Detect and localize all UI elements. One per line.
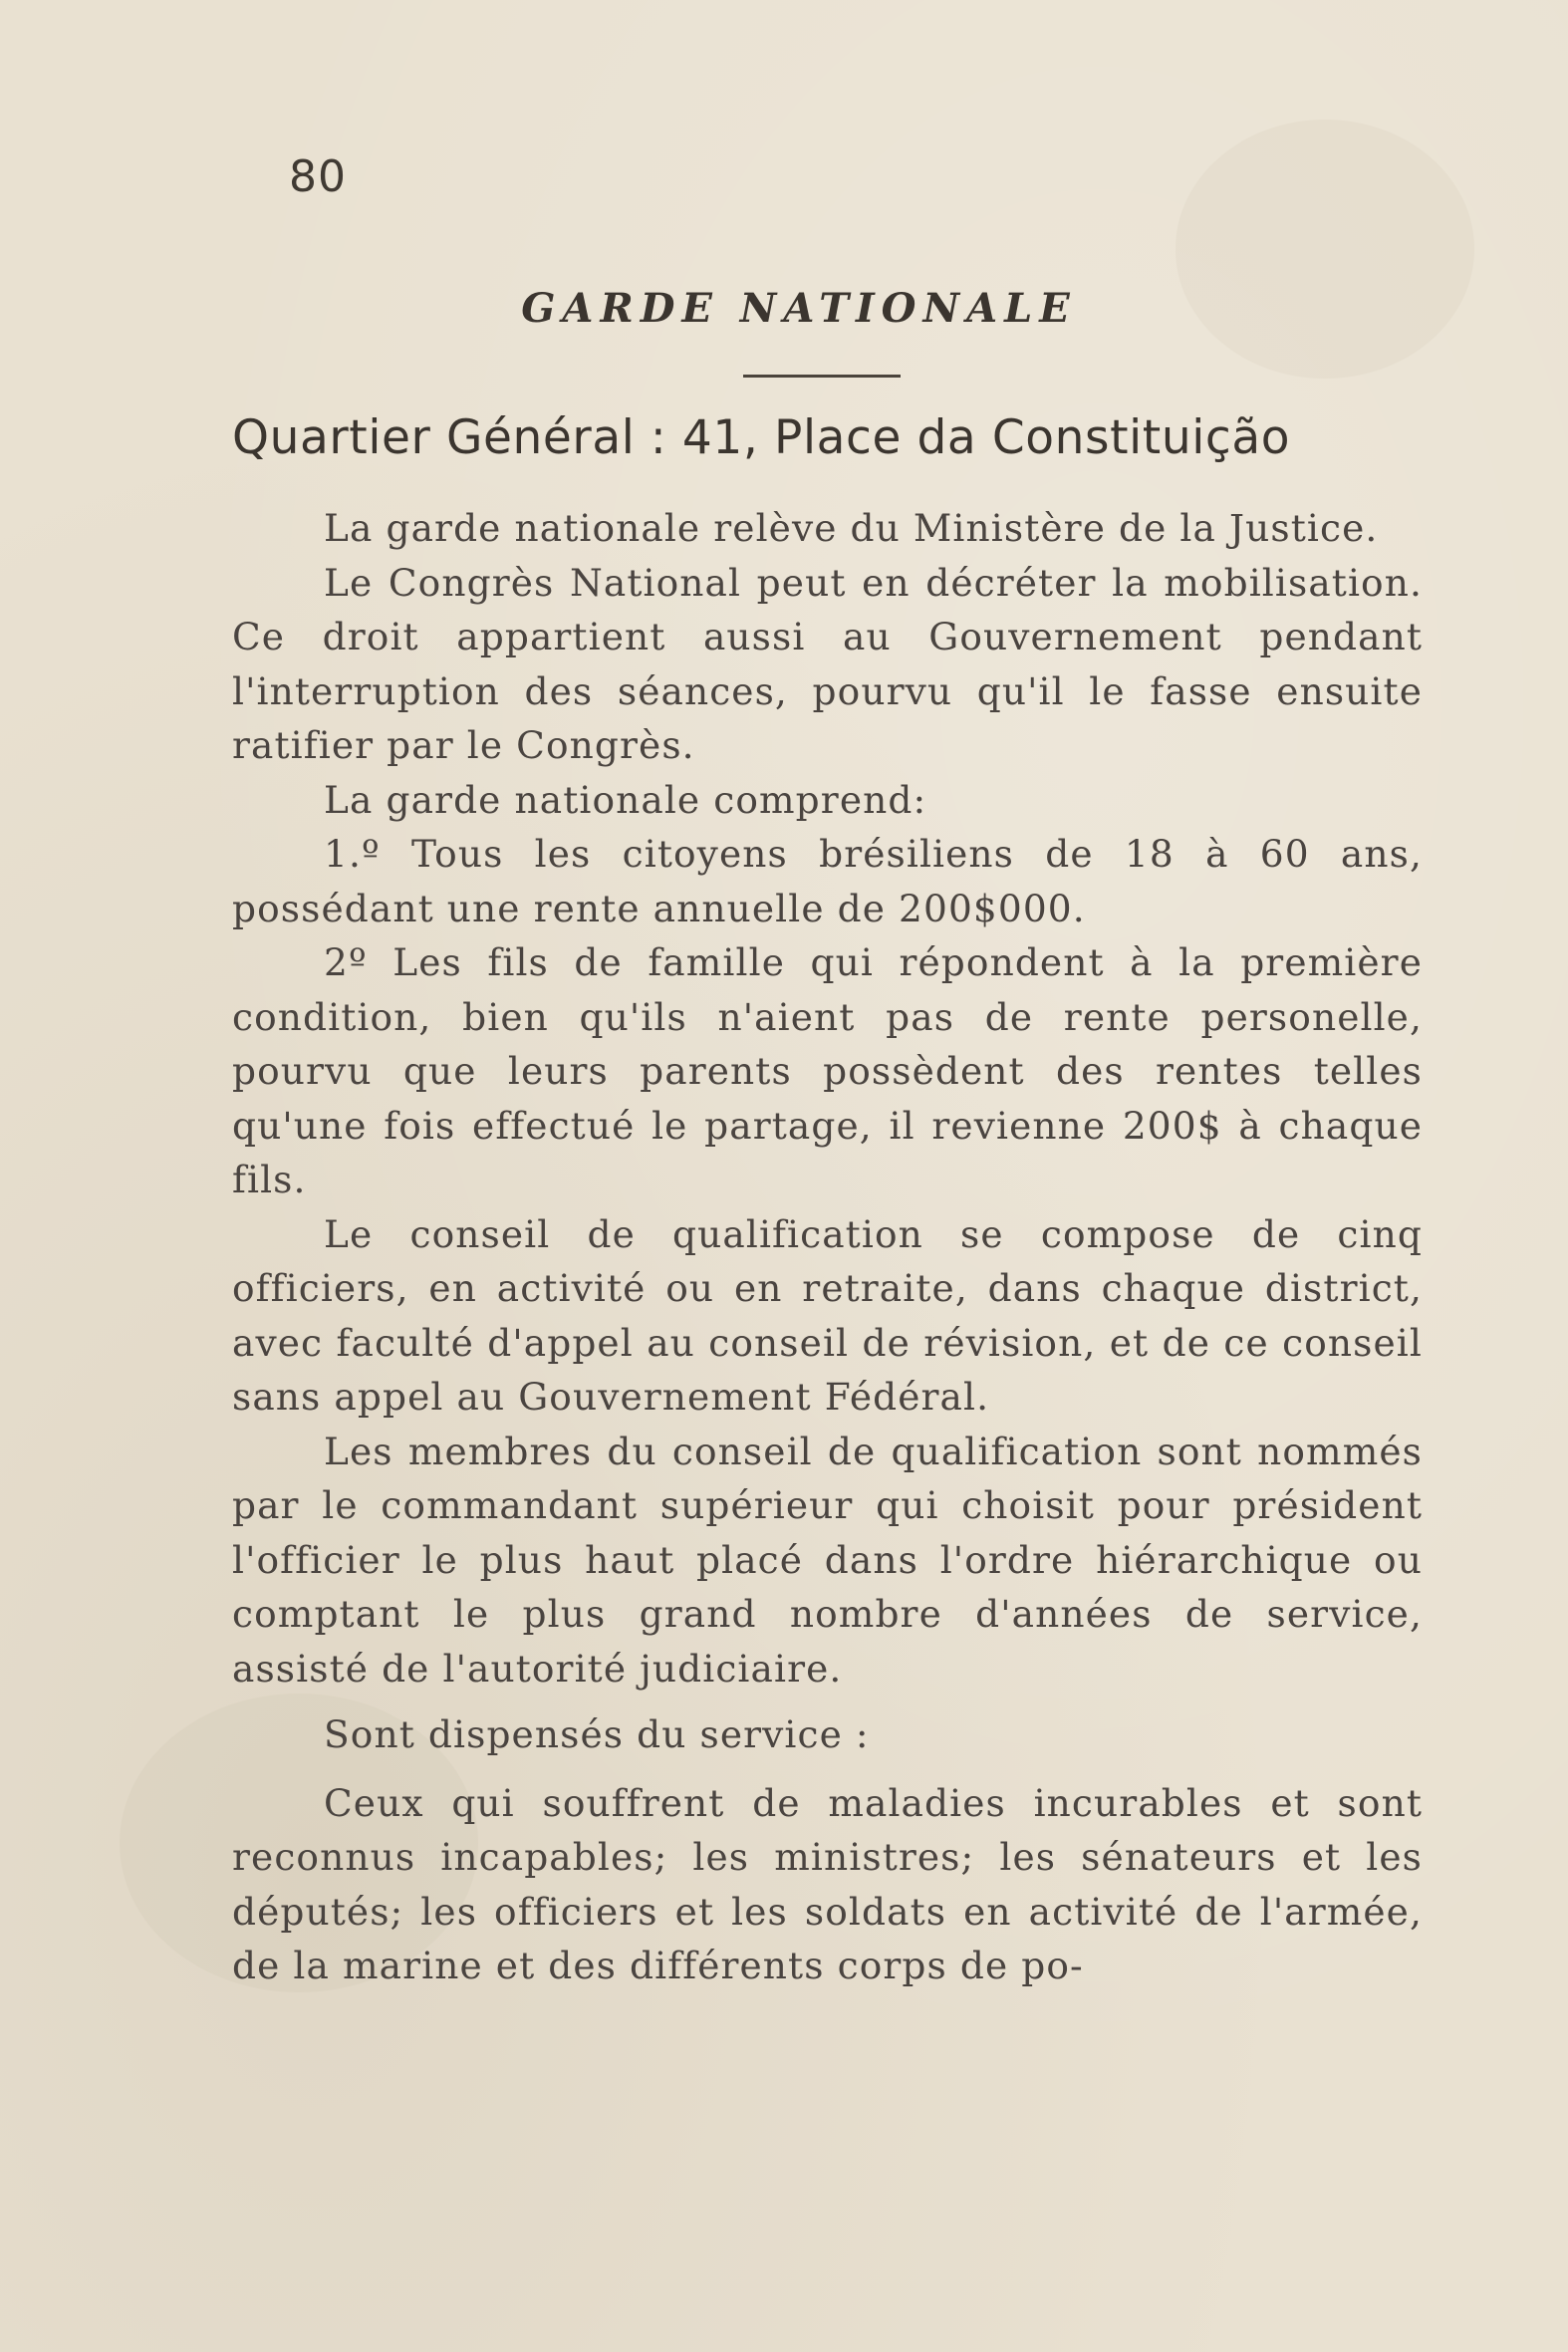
paragraph-council-members: Les membres du conseil de qualification sont nommés par le commandant supérieur qui choisit pour président l'officier le plus haut placé dans l'ordre hiérarchique ou comptant le plus grand nombre d'années de service, assisté de l'autorité judiciaire. (232, 1429, 1423, 1691)
headquarters-address: Quartier Général : 41, Place da Constituição (232, 410, 1291, 465)
paragraph-mobilisation: Le Congrès National peut en décréter la mobilisation. Ce droit appartient aussi au Gouvernement pendant l'interruption des séances, pourvu qu'il le fasse ensuite ratifier par le Congrès. (232, 560, 1423, 767)
paragraph-ministry: La garde nationale relève du Ministère de la Justice. (324, 506, 1379, 550)
body-text (232, 501, 1423, 1993)
paragraph-item-2: 2º Les fils de famille qui répondent à la première condition, bien qu'ils n'aient pas de rente personelle, pourvu que leurs parents possèdent des rentes telles qu'une fois effectué le partage, il revienne 200$ à chaque fils. (232, 940, 1423, 1201)
section-title: GARDE NATIONALE (521, 285, 1077, 332)
paragraph-exemptions-list: Ceux qui souffrent de maladies incurables et sont reconnus incapables; les ministres; les sénateurs et les députés; les officiers et les soldats en activité de l'armée, de la marine et des différents corps de po- (232, 1780, 1423, 1987)
paragraph-composition: La garde nationale comprend: (324, 777, 927, 822)
page-number: 80 (289, 151, 347, 202)
paragraph-qualification-council: Le conseil de qualification se compose de cinq officiers, en activité ou en retraite, dans chaque district, avec faculté d'appel au conseil de révision, et de ce conseil sans appel au Gouvernement Fédéral. (232, 1211, 1423, 1419)
title-divider (743, 375, 901, 378)
paragraph-exemptions-heading: Sont dispensés du service : (324, 1712, 870, 1756)
paragraph-item-1: 1.º Tous les citoyens brésiliens de 18 à 60 ans, possédant une rente annuelle de 200$000. (232, 832, 1423, 930)
paper-stain (1176, 120, 1474, 379)
